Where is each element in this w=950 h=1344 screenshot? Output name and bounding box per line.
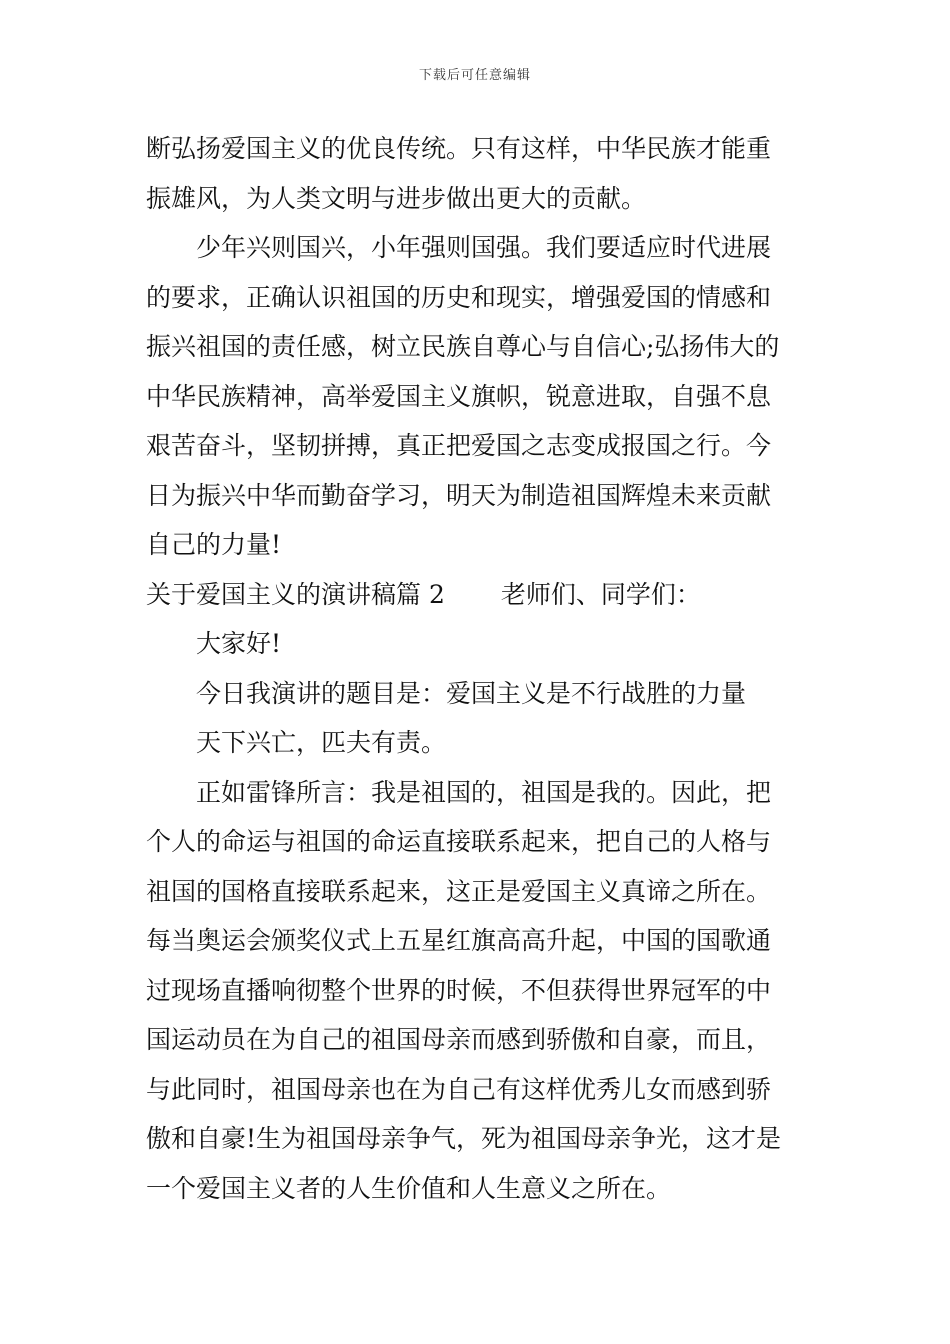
- paragraph-line: 天下兴亡，匹夫有责。: [196, 728, 447, 757]
- paragraph-line: 过现场直播响彻整个世界的时候，不但获得世界冠军的中: [146, 975, 772, 1005]
- paragraph-line: 正如雷锋所言：我是祖国的，祖国是我的。因此，把: [196, 777, 772, 807]
- paragraph-line: 少年兴则国兴，小年强则国强。我们要适应时代进展: [196, 233, 772, 262]
- paragraph-line: 与此同时，祖国母亲也在为自己有这样优秀儿女而感到骄: [146, 1074, 772, 1104]
- salutation: 老师们、同学们：: [500, 579, 701, 609]
- paragraph-line: 个人的命运与祖国的命运直接联系起来，把自己的人格与: [146, 827, 772, 856]
- paragraph-line: 每当奥运会颁奖仪式上五星红旗高高升起，中国的国歌通: [146, 926, 772, 955]
- paragraph-line: 大家好!: [196, 629, 282, 658]
- paragraph-line: 今日我演讲的题目是：爱国主义是不行战胜的力量: [196, 678, 747, 708]
- paragraph-line: 自己的力量!: [146, 530, 282, 559]
- paragraph-line: 断弘扬爱国主义的优良传统。只有这样，中华民族才能重: [146, 134, 772, 163]
- section-heading-line: [146, 570, 806, 620]
- paragraph-line: 国运动员在为自己的祖国母亲而感到骄傲和自豪，而且，: [146, 1025, 772, 1054]
- document-body: [146, 124, 806, 1213]
- paragraph-line: 振兴祖国的责任感，树立民族自尊心与自信心;弘扬伟大的: [146, 332, 780, 361]
- paragraph-line: 祖国的国格直接联系起来，这正是爱国主义真谛之所在。: [146, 876, 772, 906]
- header-note: 下载后可任意编辑: [418, 68, 531, 83]
- paragraph-line: 的要求，正确认识祖国的历史和现实，增强爱国的情感和: [146, 282, 772, 312]
- paragraph-line: 振雄风，为人类文明与进步做出更大的贡献。: [146, 183, 647, 213]
- paragraph-line: 傲和自豪!生为祖国母亲争气，死为祖国母亲争光，这才是: [146, 1124, 782, 1153]
- paragraph-line: 一个爱国主义者的人生价值和人生意义之所在。: [146, 1173, 672, 1203]
- paragraph-line: 中华民族精神，高举爱国主义旗帜，锐意进取，自强不息: [146, 381, 772, 411]
- paragraph-line: 艰苦奋斗，坚韧拼搏，真正把爱国之志变成报国之行。今: [146, 431, 772, 460]
- paragraph-line: 日为振兴中华而勤奋学习，明天为制造祖国辉煌未来贡献: [146, 480, 772, 510]
- section-title: 关于爱国主义的演讲稿篇 2: [146, 579, 445, 609]
